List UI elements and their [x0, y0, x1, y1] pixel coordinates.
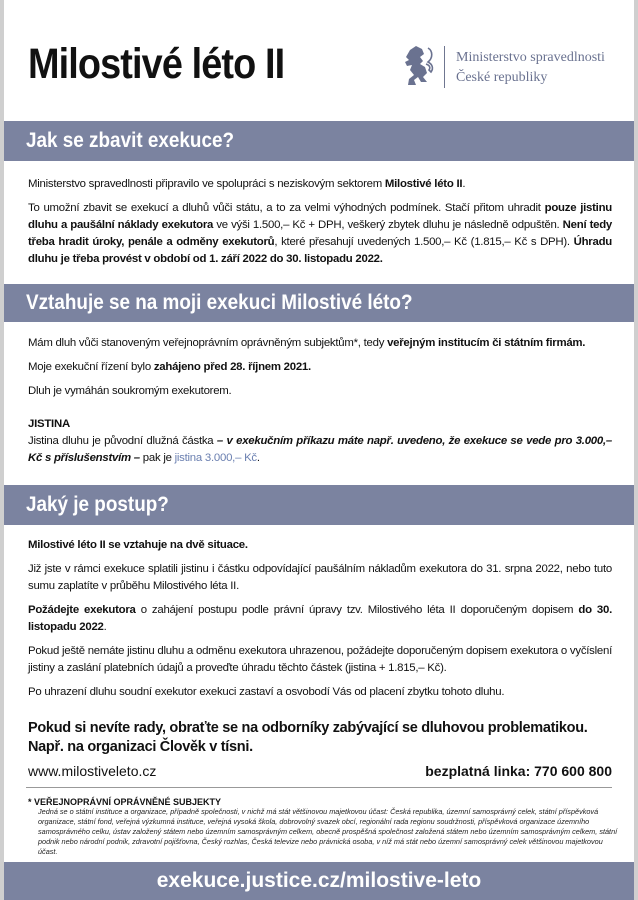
paragraph	[28, 176, 612, 193]
text-run: Ministerstvo spravedlnosti připravilo ve spolupráci s neziskovým sektorem	[28, 178, 385, 190]
section-heading-text: Vztahuje se na moji exekuci Milostivé léto?	[26, 291, 413, 314]
text-run: .	[256, 452, 260, 464]
footer-url[interactable]: exekuce.justice.cz/milostive-leto	[156, 869, 482, 892]
text-run: do 30. listopadu 2022	[28, 604, 612, 633]
advice-line2: Např. na organizaci Člověk v tísni.	[28, 739, 253, 755]
footnote-text: Jedná se o státní instituce a organizace, případně společnosti, v nichž má stát většinovou majetkovou účast: Česká republika, územní samosprávný celek, státní příspěvková organizace, státní fond, veřejná výzkumná instituce, veřejná vysoká škola, dobrovolný svazek obcí, regionální rada regionu soudržnosti, příspěvková organizace územního samosprávného celku, ústav založený státem nebo územním samosprávným celkem, obecně prospěšná společnost založená státem nebo územním samosprávným celkem, státní podnik nebo národní podnik, zdravotní pojišťovna, Český rozhlas, Česká televize nebo právnická osoba, v níž má stát nebo územní samosprávný celek většinovou majetkovou účast.	[38, 807, 618, 856]
section-heading-text: Jak se zbavit exekuce?	[26, 129, 235, 152]
czech-lion-emblem-icon	[400, 44, 440, 88]
footnote	[28, 797, 618, 857]
section-3-body	[28, 537, 612, 708]
ministry-line1: Ministerstvo spravedlnosti	[456, 50, 605, 65]
logo-divider	[444, 46, 445, 88]
text-run: Mám dluh vůči stanoveným veřejnoprávním oprávněným subjektům*, tedy	[28, 337, 388, 349]
advice-text	[28, 719, 618, 757]
text-run: .	[103, 621, 107, 633]
section-heading-2	[4, 284, 634, 322]
jistina-heading	[28, 416, 612, 433]
section-2-body	[28, 335, 612, 474]
text-run: o zahájení postupu podle právní úpravy tzv. Milostivého léta II doporučeným dopisem	[135, 604, 579, 616]
text-run: Požádejte exekutora	[28, 604, 136, 616]
text-run: veřejným institucím či státním firmám.	[387, 337, 586, 349]
ministry-name	[456, 48, 605, 88]
text-run: Úhradu dluhu je třeba provést v období od 1. září 2022 do 30. listopadu 2022.	[28, 236, 612, 265]
paragraph: Dluh je vymáhán soukromým exekutorem.	[28, 385, 232, 397]
text-run: pak je	[139, 452, 175, 464]
text-run: To umožní zbavit se exekucí a dluhů vůči státu, a to za velmi výhodných podmínek. Stačí přitom uhradit	[28, 202, 545, 214]
paragraph	[28, 335, 612, 352]
text-run: Jistina dluhu je původní dlužná částka	[28, 435, 217, 447]
paragraph	[28, 359, 612, 376]
advice-line1: Pokud si nevíte rady, obraťte se na odborníky zabývající se dluhovou problematikou.	[28, 720, 588, 736]
text-run: Není tedy třeba hradit úroky, penále a odměny exekutorů	[28, 219, 612, 248]
hotline-number: bezplatná linka: 770 600 800	[425, 763, 612, 779]
text-run: , které přesahují uvedených 1.500,– Kč (1.815,– Kč s DPH).	[274, 236, 574, 248]
text-run: zahájeno před 28. říjnem 2021.	[153, 361, 311, 373]
text-run: – v exekučním příkazu máte např. uvedeno, že exekuce se vede pro 3.000,– Kč s příslušenstvím –	[28, 435, 612, 464]
text-run: Milostivé léto II	[384, 178, 463, 190]
website-link[interactable]: www.milostiveleto.cz	[28, 763, 157, 779]
paragraph: Pokud ještě nemáte jistinu dluhu a odměnu exekutora uhrazenou, požádejte doporučeným dopisem exekutora o vyčíslení jistiny a zaslání platebních údajů a proveďte úhradu těchto částek (jistina + 1.815,– Kč).	[28, 645, 612, 674]
paragraph	[28, 433, 612, 467]
section-heading-1	[4, 121, 634, 161]
paragraph: Po uhrazení dluhu soudní exekutor exekuci zastaví a osvobodí Vás od placení zbytku tohoto dluhu.	[28, 686, 505, 698]
section-heading-3	[4, 485, 634, 525]
paragraph	[28, 602, 612, 636]
text-run: .	[462, 178, 466, 190]
section-heading-text: Jaký je postup?	[26, 493, 169, 516]
text-run: Moje exekuční řízení bylo	[28, 361, 154, 373]
paragraph: Již jste v rámci exekuce splatili jistinu i částku odpovídající paušálním nákladům exekutora do 31. srpna 2022, nebo tuto sumu zaplatíte v průběhu Milostivého léta II.	[28, 563, 612, 592]
footnote-heading: * VEŘEJNOPRÁVNÍ OPRÁVNĚNÉ SUBJEKTY	[28, 797, 222, 807]
page-edge-right	[634, 0, 638, 900]
footer-url-band	[4, 862, 634, 900]
section-1-body	[28, 176, 612, 275]
text-run: JISTINA	[28, 418, 70, 430]
document-page	[4, 0, 634, 900]
text-run: jistina 3.000,– Kč	[174, 452, 257, 464]
ministry-line2: České republiky	[456, 70, 548, 85]
text-run: pouze jistinu dluhu a paušální náklady exekutora	[28, 202, 613, 231]
paragraph	[28, 200, 612, 268]
text-run: Milostivé léto II se vztahuje na dvě situace.	[28, 539, 248, 551]
divider	[26, 787, 612, 788]
text-run: ve výši 1.500,– Kč + DPH, veškerý zbytek dluhu je následně odpuštěn.	[213, 219, 563, 231]
paragraph	[28, 537, 612, 554]
page-title: Milostivé léto II	[28, 40, 285, 88]
